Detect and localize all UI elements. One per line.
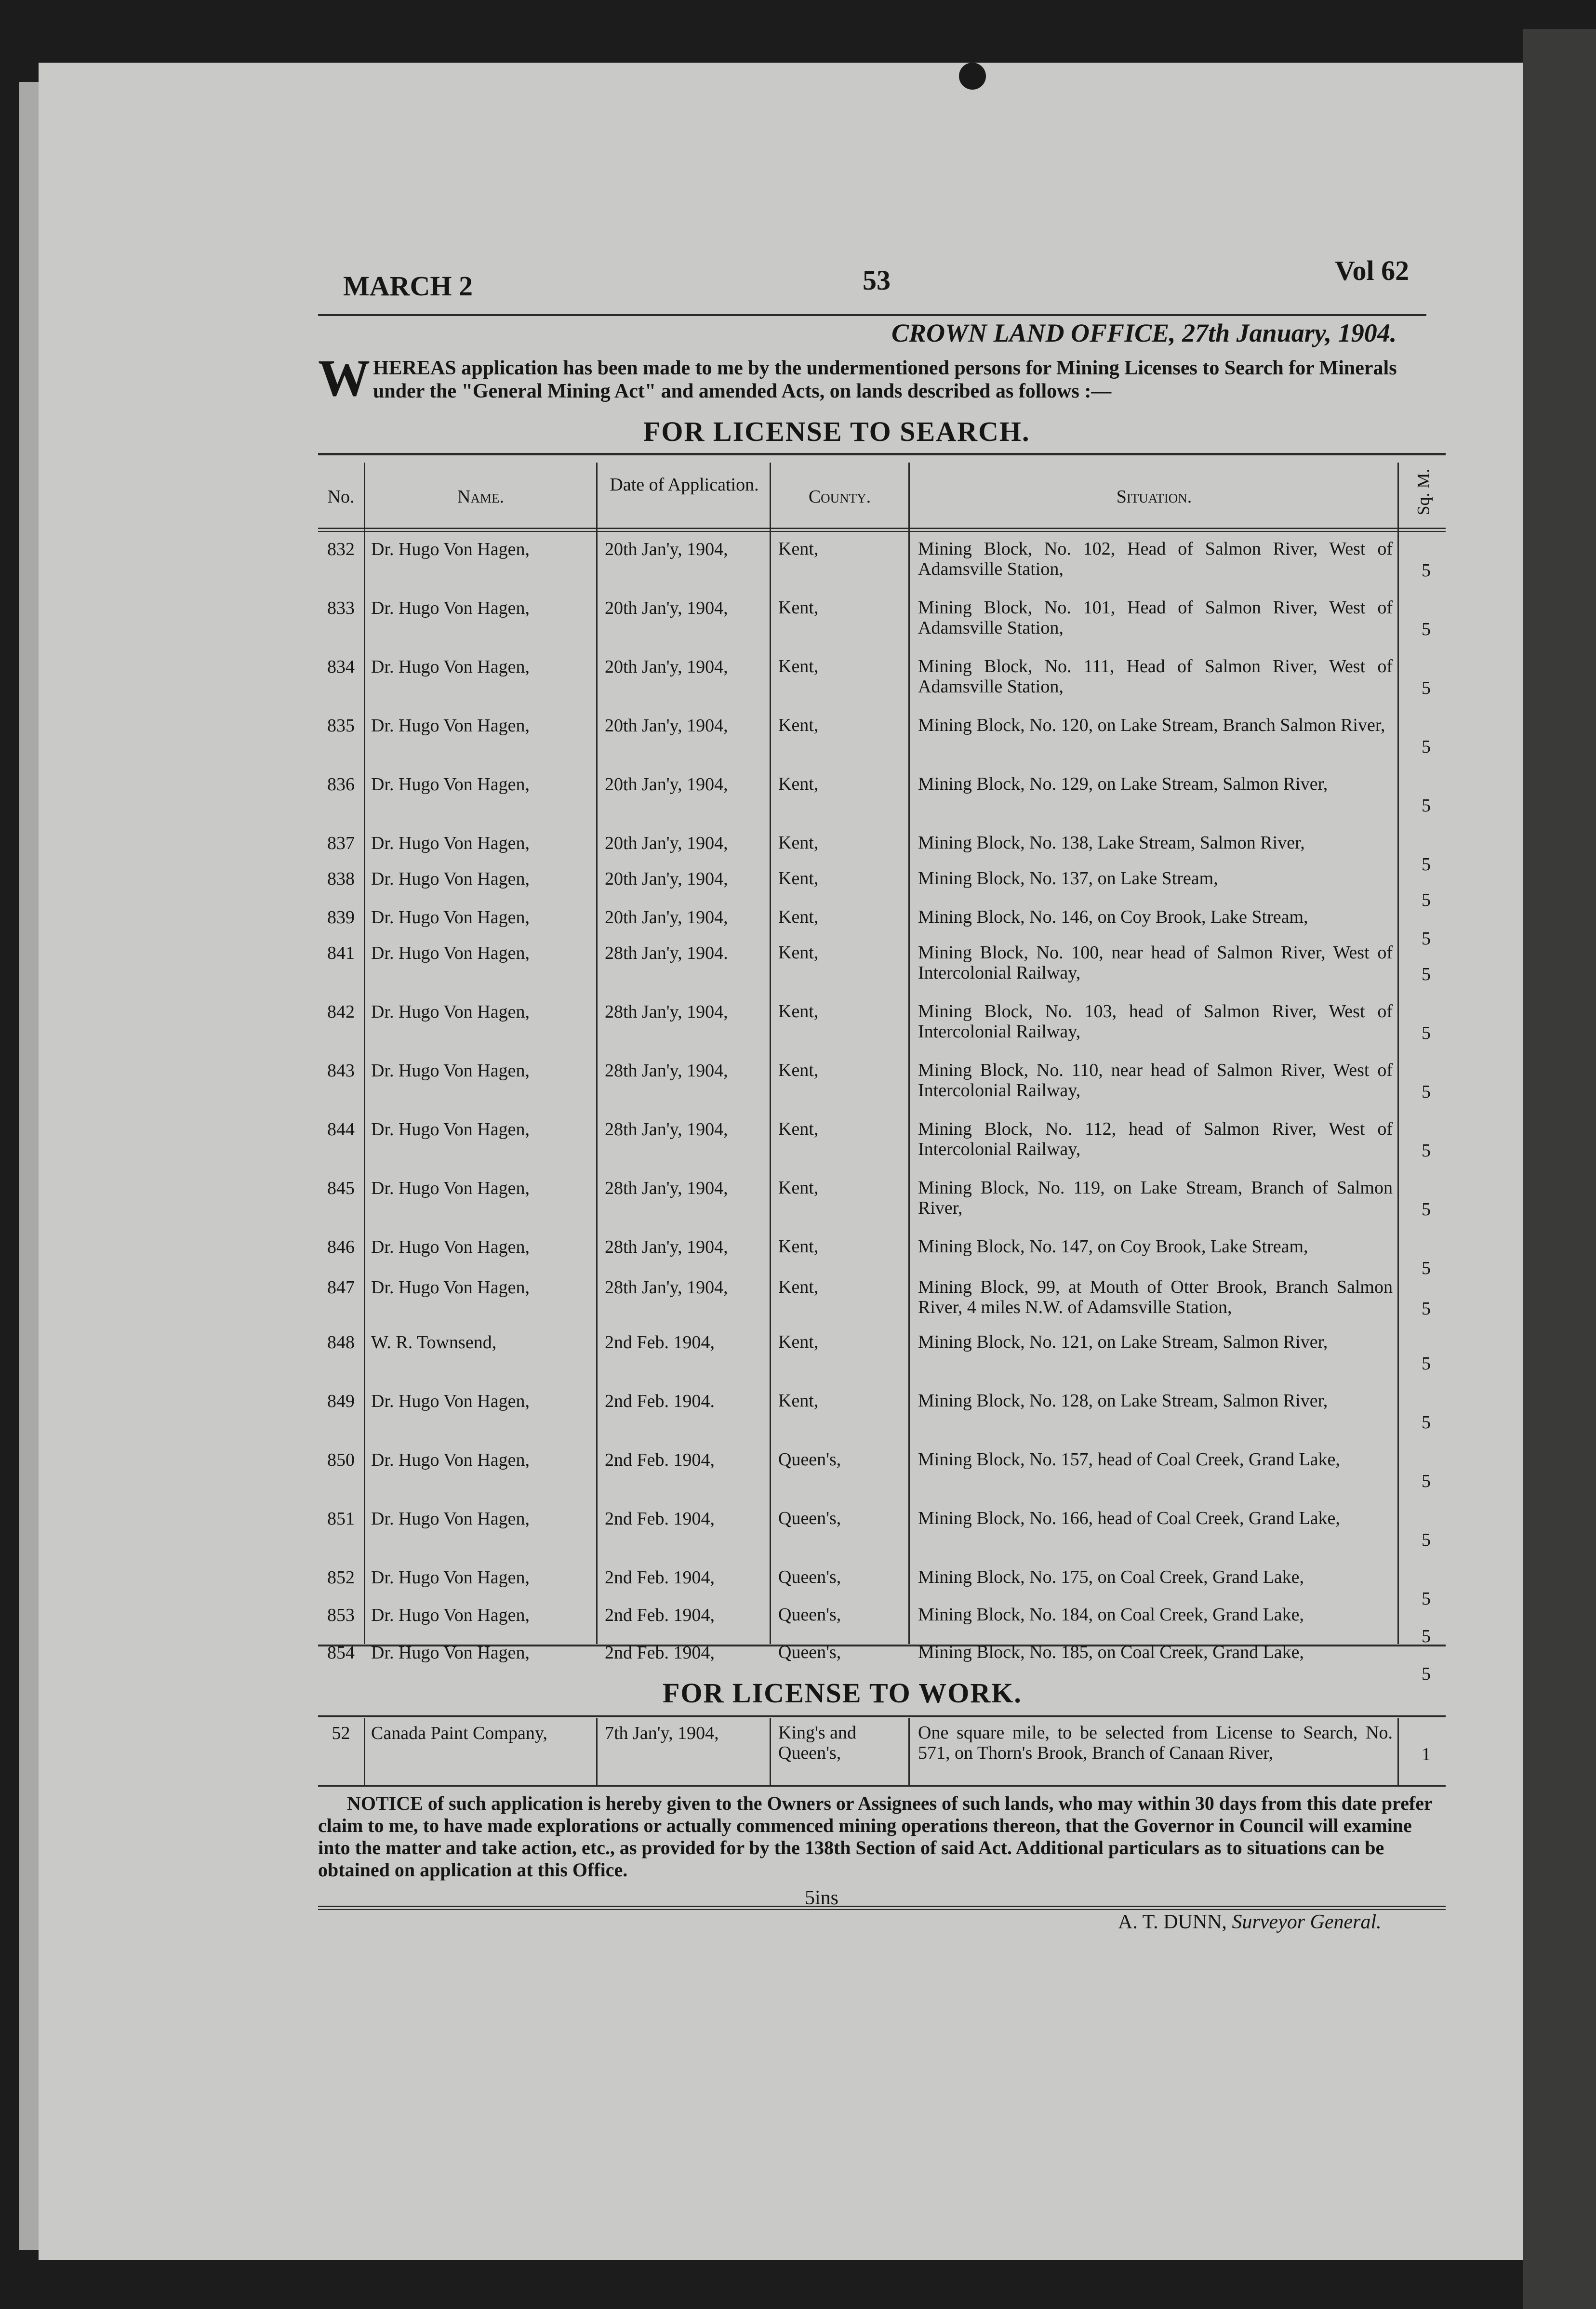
row-sqm: 5 [1422,678,1431,698]
row-situation: Mining Block, No. 166, head of Coal Creek, Grand Lake, [918,1508,1340,1528]
table-header-rule-2 [318,531,1446,532]
row-name: Dr. Hugo Von Hagen, [371,1277,530,1298]
row-name: Dr. Hugo Von Hagen, [371,1567,530,1588]
row-sqm: 5 [1422,1082,1431,1102]
row-sqm: 5 [1422,1199,1431,1220]
row-date: 28th Jan'y, 1904. [605,943,728,963]
punch-hole [959,63,986,90]
office-line: CROWN LAND OFFICE, 27th January, 1904. [891,318,1397,347]
notice-paragraph: NOTICE of such application is hereby given to the Owners or Assignees of such lands, who may within 30 days from this date prefer claim to me, to have made explorations or actually commenced mining operations thereon, that the Governor in Council will examine into the matter and take action, etc., as provided for by the 138th Section of said Act. Additional particulars as to situations can be obtained on application at this Office. [318,1792,1433,1881]
row-date: 2nd Feb. 1904, [605,1643,715,1663]
work-heading: FOR LICENSE TO WORK. [663,1677,1022,1709]
row-sqm: 5 [1422,619,1431,639]
row-county: Kent, [778,1332,819,1352]
row-county: Kent, [778,1178,819,1198]
row-date: 28th Jan'y, 1904, [605,1178,728,1198]
header-rule [318,314,1426,316]
row-date: 2nd Feb. 1904, [605,1605,715,1625]
signature [1118,1911,1382,1934]
col-head-county: County. [808,487,871,507]
footer-rule-2 [318,1909,1446,1910]
row-county: Kent, [778,1236,819,1257]
col-head-no: No. [327,487,355,507]
row-date: 2nd Feb. 1904, [605,1450,715,1470]
work-top-rule [318,1715,1446,1717]
row-date: 2nd Feb. 1904, [605,1332,715,1353]
col-head-name: Name. [457,487,504,507]
row-sqm: 5 [1422,1626,1431,1646]
header-volume: Vol 62 [1335,255,1410,286]
row-sqm: 5 [1422,1412,1431,1433]
row-situation: Mining Block, No. 184, on Coal Creek, Grand Lake, [918,1605,1304,1625]
row-sqm: 5 [1422,1354,1431,1374]
row-sqm: 5 [1422,560,1431,581]
row-number: 841 [327,943,355,963]
row-number: 844 [327,1119,355,1140]
row-county: Kent, [778,715,819,735]
row-sqm: 5 [1422,1141,1431,1161]
row-situation: One square mile, to be selected from License to Search, No. 571, on Thorn's Brook, Branch of Canaan River, [918,1723,1393,1763]
row-date: 28th Jan'y, 1904, [605,1277,728,1298]
row-county: Kent, [778,1391,819,1411]
row-situation: Mining Block, No. 128, on Lake Stream, Salmon River, [918,1391,1328,1411]
signature-title: Surveyor General. [1232,1911,1382,1933]
row-situation: Mining Block, No. 175, on Coal Creek, Grand Lake, [918,1567,1304,1587]
col-rule-situation [1397,463,1399,1644]
row-number: 833 [327,598,355,618]
row-name: Dr. Hugo Von Hagen, [371,1605,530,1625]
row-number: 846 [327,1237,355,1257]
intro-text: HEREAS application has been made to me by the undermentioned persons for Mining Licenses to Search for Minerals under the "General Mining Act" and amended Acts, on lands described as follows :— [373,357,1397,402]
row-situation: Mining Block, 99, at Mouth of Otter Brook, Branch Salmon River, 4 miles N.W. of Adamsville Station, [918,1277,1393,1317]
search-heading: FOR LICENSE TO SEARCH. [643,416,1030,447]
row-number: 836 [327,774,355,795]
row-name: Dr. Hugo Von Hagen, [371,1450,530,1470]
row-date: 20th Jan'y, 1904, [605,833,728,853]
row-date: 2nd Feb. 1904, [605,1567,715,1588]
row-sqm: 5 [1422,1471,1431,1491]
row-date: 28th Jan'y, 1904, [605,1237,728,1257]
row-date: 2nd Feb. 1904. [605,1391,715,1411]
row-date: 20th Jan'y, 1904, [605,774,728,795]
row-date: 20th Jan'y, 1904, [605,907,728,928]
row-name: Canada Paint Company, [371,1723,547,1743]
row-situation: Mining Block, No. 120, on Lake Stream, Branch Salmon River, [918,715,1385,735]
row-sqm: 5 [1422,796,1431,816]
row-sqm: 5 [1422,964,1431,984]
row-county: Queen's, [778,1508,841,1528]
col-head-date: Date of Application. [610,475,759,495]
row-situation: Mining Block, No. 100, near head of Salmon River, West of Intercolonial Railway, [918,942,1393,983]
row-sqm: 5 [1422,854,1431,875]
row-county: Queen's, [778,1449,841,1470]
row-county: Kent, [778,1119,819,1139]
row-number: 834 [327,657,355,677]
row-sqm: 5 [1422,1664,1431,1684]
row-number: 842 [327,1002,355,1022]
row-sqm: 5 [1422,737,1431,757]
row-name: Dr. Hugo Von Hagen, [371,1178,530,1198]
row-county: Queen's, [778,1605,841,1625]
row-number: 851 [327,1509,355,1529]
row-sqm: 5 [1422,1258,1431,1278]
row-situation: Mining Block, No. 112, head of Salmon River, West of Intercolonial Railway, [918,1119,1393,1159]
row-number: 850 [327,1450,355,1470]
row-name: Dr. Hugo Von Hagen, [371,869,530,889]
row-situation: Mining Block, No. 129, on Lake Stream, Salmon River, [918,774,1328,794]
row-situation: Mining Block, No. 111, Head of Salmon River, West of Adamsville Station, [918,656,1393,697]
row-name: Dr. Hugo Von Hagen, [371,657,530,677]
row-county: Kent, [778,868,819,889]
table-top-rule [318,453,1446,455]
row-name: Dr. Hugo Von Hagen, [371,1391,530,1411]
row-situation: Mining Block, No. 121, on Lake Stream, Salmon River, [918,1332,1328,1352]
row-situation: Mining Block, No. 119, on Lake Stream, Branch of Salmon River, [918,1178,1393,1218]
row-sqm: 5 [1422,929,1431,949]
row-date: 20th Jan'y, 1904, [605,598,728,618]
row-county: Kent, [778,907,819,927]
row-situation: Mining Block, No. 101, Head of Salmon River, West of Adamsville Station, [918,597,1393,638]
row-number: 845 [327,1178,355,1198]
row-county: Kent, [778,1060,819,1080]
row-number: 853 [327,1605,355,1625]
row-number: 839 [327,907,355,928]
row-number: 843 [327,1061,355,1081]
row-county: Kent, [778,774,819,794]
row-county: Kent, [778,1001,819,1022]
row-sqm: 5 [1422,1530,1431,1550]
row-number: 848 [327,1332,355,1353]
intro-paragraph [318,350,1446,407]
row-number: 832 [327,539,355,559]
row-county: Kent, [778,539,819,559]
row-county: Queen's, [778,1642,841,1662]
row-name: Dr. Hugo Von Hagen, [371,774,530,795]
row-sqm: 5 [1422,890,1431,910]
row-name: Dr. Hugo Von Hagen, [371,539,530,559]
col-head-situation: Situation. [1116,487,1192,507]
row-number: 847 [327,1277,355,1298]
row-number: 854 [327,1643,355,1663]
row-situation: Mining Block, No. 138, Lake Stream, Salmon River, [918,833,1305,853]
table-header-rule [318,528,1446,529]
row-county: Kent, [778,656,819,677]
row-name: W. R. Townsend, [371,1332,497,1353]
row-name: Dr. Hugo Von Hagen, [371,1061,530,1081]
row-sqm: 5 [1422,1023,1431,1043]
work-col-rule-situation [1397,1718,1399,1785]
row-number: 849 [327,1391,355,1411]
row-number: 835 [327,716,355,736]
row-date: 28th Jan'y, 1904, [605,1002,728,1022]
row-name: Dr. Hugo Von Hagen, [371,943,530,963]
row-situation: Mining Block, No. 147, on Coy Brook, Lake Stream, [918,1236,1308,1257]
row-county: Kent, [778,942,819,963]
row-situation: Mining Block, No. 146, on Coy Brook, Lake Stream, [918,907,1308,927]
row-name: Dr. Hugo Von Hagen, [371,1002,530,1022]
row-county: Kent, [778,833,819,853]
row-name: Dr. Hugo Von Hagen, [371,1119,530,1140]
row-number: 838 [327,869,355,889]
col-rule-no [364,463,365,1644]
col-head-sqm: Sq. M. [1413,468,1433,516]
row-number: 852 [327,1567,355,1588]
row-name: Dr. Hugo Von Hagen, [371,833,530,853]
header-date: MARCH 2 [343,270,473,302]
signature-name: A. T. DUNN, [1118,1911,1227,1933]
insertions-note: 5ins [805,1887,839,1909]
row-date: 7th Jan'y, 1904, [605,1723,719,1743]
row-name: Dr. Hugo Von Hagen, [371,598,530,618]
row-date: 28th Jan'y, 1904, [605,1119,728,1140]
row-date: 20th Jan'y, 1904, [605,657,728,677]
row-situation: Mining Block, No. 157, head of Coal Creek, Grand Lake, [918,1449,1340,1470]
row-date: 20th Jan'y, 1904, [605,869,728,889]
row-situation: Mining Block, No. 185, on Coal Creek, Grand Lake, [918,1642,1304,1662]
work-bottom-rule [318,1785,1446,1787]
row-name: Dr. Hugo Von Hagen, [371,716,530,736]
row-sqm: 5 [1422,1299,1431,1319]
row-name: Dr. Hugo Von Hagen, [371,1509,530,1529]
row-date: 2nd Feb. 1904, [605,1509,715,1529]
footer-rule [318,1906,1446,1907]
row-county: Kent, [778,1277,819,1297]
row-date: 20th Jan'y, 1904, [605,539,728,559]
header-page-number: 53 [863,265,891,296]
row-name: Dr. Hugo Von Hagen, [371,1643,530,1663]
work-col-rule-no [364,1718,365,1785]
row-situation: Mining Block, No. 103, head of Salmon River, West of Intercolonial Railway, [918,1001,1393,1042]
row-county: Kent, [778,597,819,618]
intro-dropcap: W [318,350,370,407]
row-county: King's and Queen's, [778,1723,857,1763]
row-date: 20th Jan'y, 1904, [605,716,728,736]
row-sqm: 1 [1422,1744,1431,1765]
row-sqm: 5 [1422,1589,1431,1609]
row-date: 28th Jan'y, 1904, [605,1061,728,1081]
row-situation: Mining Block, No. 137, on Lake Stream, [918,868,1218,889]
adjacent-page-edge [1523,29,1596,2309]
row-number: 837 [327,833,355,853]
row-name: Dr. Hugo Von Hagen, [371,907,530,928]
row-county: Queen's, [778,1567,841,1587]
row-name: Dr. Hugo Von Hagen, [371,1237,530,1257]
row-situation: Mining Block, No. 110, near head of Salmon River, West of Intercolonial Railway, [918,1060,1393,1101]
row-situation: Mining Block, No. 102, Head of Salmon River, West of Adamsville Station, [918,539,1393,579]
row-number: 52 [332,1723,350,1743]
